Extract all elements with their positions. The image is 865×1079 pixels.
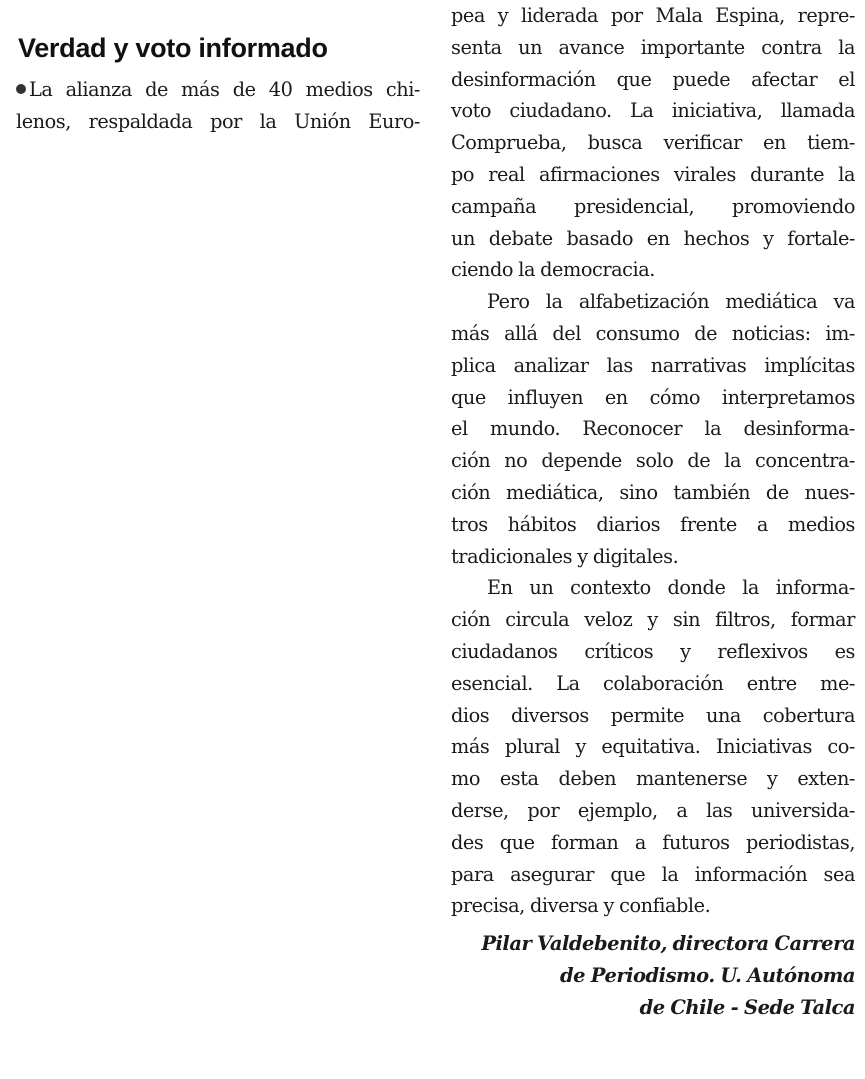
text-line: mo esta deben mantenerse y exten- [451, 767, 855, 791]
text-line: más allá del consumo de noticias: im- [451, 321, 855, 345]
text-line: ciendo la democracia. [451, 258, 655, 282]
letter-headline: Verdad y voto informado [18, 33, 328, 63]
text-line: esencial. La colaboración entre me- [451, 671, 855, 695]
text-line: desinformación que puede afectar el [451, 67, 855, 91]
text-line: tros hábitos diarios frente a medios [451, 512, 855, 536]
text-line: senta un avance importante contra la [451, 35, 855, 59]
text-line: más plural y equitativa. Iniciativas co- [451, 735, 855, 759]
text-line: para asegurar que la información sea [451, 862, 855, 886]
text-line: po real afirmaciones virales durante la [451, 162, 855, 186]
right-column [451, 0, 855, 1024]
text-line: En un contexto donde la informa- [487, 576, 855, 600]
text-line: derse, por ejemplo, a las universida- [451, 798, 855, 822]
paragraph-2 [451, 286, 855, 572]
text-line: campaña presidencial, promoviendo [451, 194, 855, 218]
text-line: que influyen en cómo interpretamos [451, 385, 855, 409]
text-line: dios diversos permite una cobertura [451, 703, 855, 727]
text-line: tradicionales y digitales. [451, 544, 679, 568]
lead-line: La alianza de más de 40 medios chi- [16, 74, 420, 106]
lead-line: lenos, respaldada por la Unión Euro- [16, 109, 420, 133]
text-line: voto ciudadano. La iniciativa, llamada [451, 99, 855, 123]
signature-line: de Periodismo. U. Autónoma [559, 964, 855, 988]
bullet-icon [16, 84, 26, 94]
signature-line: de Chile - Sede Talca [639, 996, 855, 1020]
lead-paragraph [16, 74, 420, 138]
text-line: ción mediática, sino también de nues- [451, 480, 855, 504]
text-line: des que forman a futuros periodistas, [451, 830, 855, 854]
left-column [12, 22, 420, 138]
text-line: ción no depende solo de la concentra- [451, 449, 855, 473]
text-line: un debate basado en hechos y fortale- [451, 226, 855, 250]
text-line: Pero la alfabetización mediática va [487, 290, 855, 314]
author-signature [451, 928, 855, 1024]
text-line: ción circula veloz y sin filtros, formar [451, 608, 855, 632]
signature-line: Pilar Valdebenito, directora Carrera [481, 932, 855, 956]
text-line: Comprueba, busca verificar en tiem- [451, 131, 855, 155]
text-line: pea y liderada por Mala Espina, repre- [451, 4, 855, 27]
text-line: precisa, diversa y confiable. [451, 894, 711, 918]
text-line: el mundo. Reconocer la desinforma- [451, 417, 855, 441]
paragraph-3 [451, 572, 855, 922]
paragraph-1 [451, 0, 855, 286]
text-line: plica analizar las narrativas implícitas [451, 353, 855, 377]
text-line: ciudadanos críticos y reflexivos es [451, 639, 855, 663]
